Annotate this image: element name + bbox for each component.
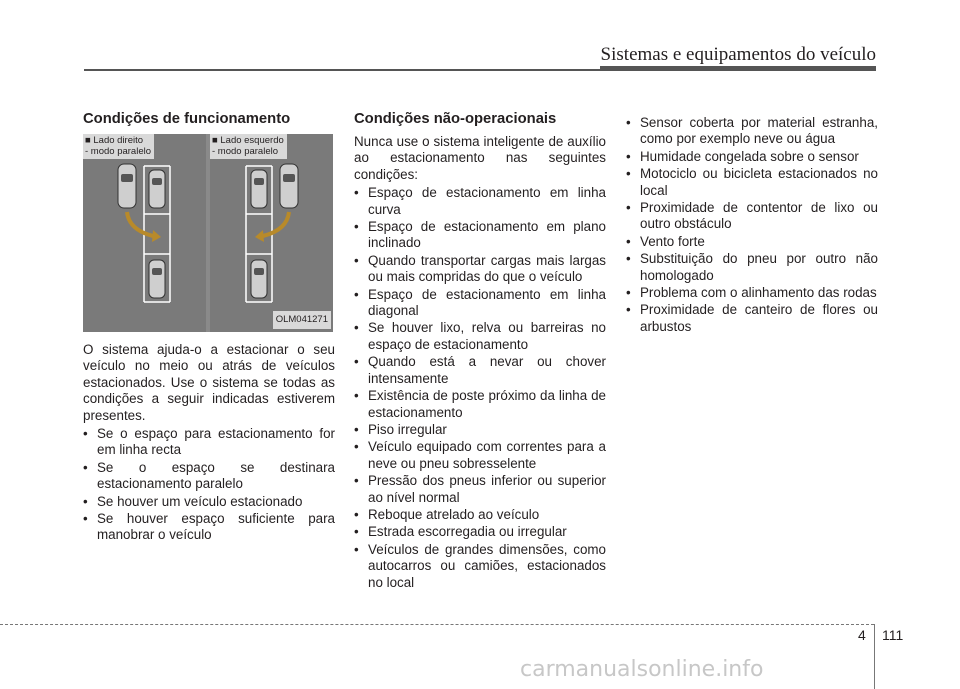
list-item: • Vento forte	[626, 234, 878, 250]
chapter-number: 4	[858, 627, 866, 643]
intro-paragraph: Nunca use o sistema inteligente de auxílio ao estacionamento nas seguintes condições:	[354, 134, 606, 182]
footer-rule	[0, 624, 874, 625]
list-item: • Se o espaço se destinara estacionamento paralelo	[83, 460, 335, 493]
list-item: • Existência de poste próximo da linha de estacionamento	[354, 388, 606, 421]
list-item: • Quando está a nevar ou chover intensamente	[354, 354, 606, 387]
footer-separator	[874, 624, 875, 689]
list-item: • Espaço de estacionamento em plano inclinado	[354, 219, 606, 252]
left-side-parallel-panel	[210, 134, 333, 332]
intro-paragraph: O sistema ajuda-o a estacionar o seu veículo no meio ou atrás de veículos estacionados. Use o sistema se todas as condições a seguir indicadas estiverem presentes.	[83, 342, 335, 423]
conditions-list	[626, 115, 878, 335]
parking-figure	[83, 134, 333, 332]
column-non-operating-continued	[626, 113, 878, 336]
header-rule	[84, 69, 876, 71]
list-item: • Pressão dos pneus inferior ou superior ao nível normal	[354, 473, 606, 506]
running-header: Sistemas e equipamentos do veículo	[600, 44, 876, 65]
section-heading: Condições não-operacionais	[354, 111, 557, 127]
list-item: • Se houver um veículo estacionado	[83, 494, 335, 510]
list-item: • Se houver espaço suficiente para manobrar o veículo	[83, 511, 335, 544]
right-side-parallel-panel	[83, 134, 206, 332]
parking-diagram-left	[210, 134, 333, 332]
list-item: • Motociclo ou bicicleta estacionados no local	[626, 166, 878, 199]
list-item: • Piso irregular	[354, 422, 606, 438]
list-item: • Se o espaço para estacionamento for em linha recta	[83, 426, 335, 459]
list-item: • Humidade congelada sobre o sensor	[626, 149, 878, 165]
parking-diagram-right	[83, 134, 206, 332]
list-item: • Se houver lixo, relva ou barreiras no espaço de estacionamento	[354, 320, 606, 353]
section-heading: Condições de funcionamento	[83, 111, 291, 127]
column-operating-conditions	[83, 110, 335, 545]
figure-label-left: ■ Lado esquerdo - modo paralelo	[210, 134, 287, 159]
conditions-list	[354, 185, 606, 591]
figure-code: OLM041271	[273, 311, 331, 329]
list-item: • Estrada escorregadia ou irregular	[354, 524, 606, 540]
list-item: • Veículos de grandes dimensões, como autocarros ou camiões, estacionados no local	[354, 542, 606, 591]
list-item: • Substituição do pneu por outro não homologado	[626, 251, 878, 284]
page-number: 111	[882, 627, 904, 643]
list-item: • Proximidade de canteiro de flores ou arbustos	[626, 302, 878, 335]
list-item: • Espaço de estacionamento em linha diagonal	[354, 287, 606, 320]
list-item: • Sensor coberta por material estranha, como por exemplo neve ou água	[626, 115, 878, 148]
list-item: • Problema com o alinhamento das rodas	[626, 285, 878, 301]
conditions-list	[83, 426, 335, 544]
list-item: • Reboque atrelado ao veículo	[354, 507, 606, 523]
list-item: • Quando transportar cargas mais largas ou mais compridas do que o veículo	[354, 253, 606, 286]
list-item: • Veículo equipado com correntes para a neve ou pneu sobresselente	[354, 439, 606, 472]
list-item: • Proximidade de contentor de lixo ou outro obstáculo	[626, 200, 878, 233]
watermark: carmanualsonline.info	[520, 657, 764, 682]
figure-label-right: ■ Lado direito - modo paralelo	[83, 134, 154, 159]
list-item: • Espaço de estacionamento em linha curva	[354, 185, 606, 218]
column-non-operating-conditions	[354, 110, 606, 592]
